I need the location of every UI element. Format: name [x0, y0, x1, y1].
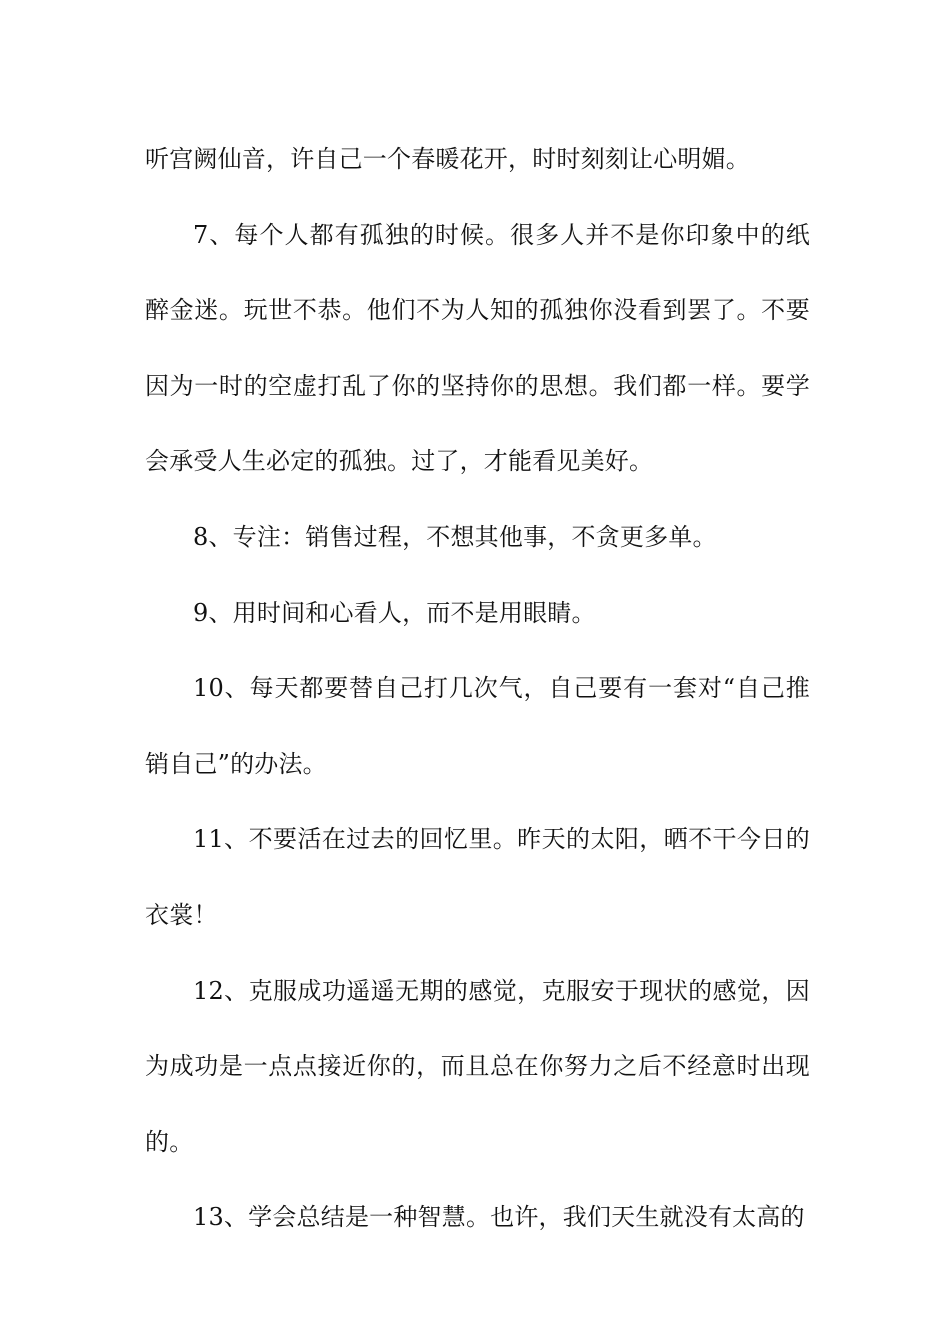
document-body — [145, 122, 810, 1256]
paragraph-7: 7、每个人都有孤独的时候。很多人并不是你印象中的纸醉金迷。玩世不恭。他们不为人知的孤独你没看到罢了。不要因为一时的空虚打乱了你的坚持你的思想。我们都一样。要学会承受人生必定的孤独。过了，才能看见美好。 — [145, 220, 810, 476]
paragraph-13: 13、学会总结是一种智慧。也许，我们天生就没有太高的 — [193, 1203, 805, 1232]
paragraph-8: 8、专注：销售过程，不想其他事，不贪更多单。 — [193, 522, 717, 551]
paragraph-11: 11、不要活在过去的回忆里。昨天的太阳，晒不干今日的衣裳！ — [145, 825, 810, 929]
paragraph-9: 9、用时间和心看人，而不是用眼睛。 — [193, 598, 596, 627]
paragraph-continuation: 听宫阙仙音，许自己一个春暖花开，时时刻刻让心明媚。 — [145, 145, 750, 173]
paragraph-10: 10、每天都要替自己打几次气，自己要有一套对“自己推销自己”的办法。 — [145, 674, 810, 778]
paragraph-12: 12、克服成功遥遥无期的感觉，克服安于现状的感觉，因为成功是一点点接近你的，而且总在你努力之后不经意时出现的。 — [145, 976, 810, 1156]
